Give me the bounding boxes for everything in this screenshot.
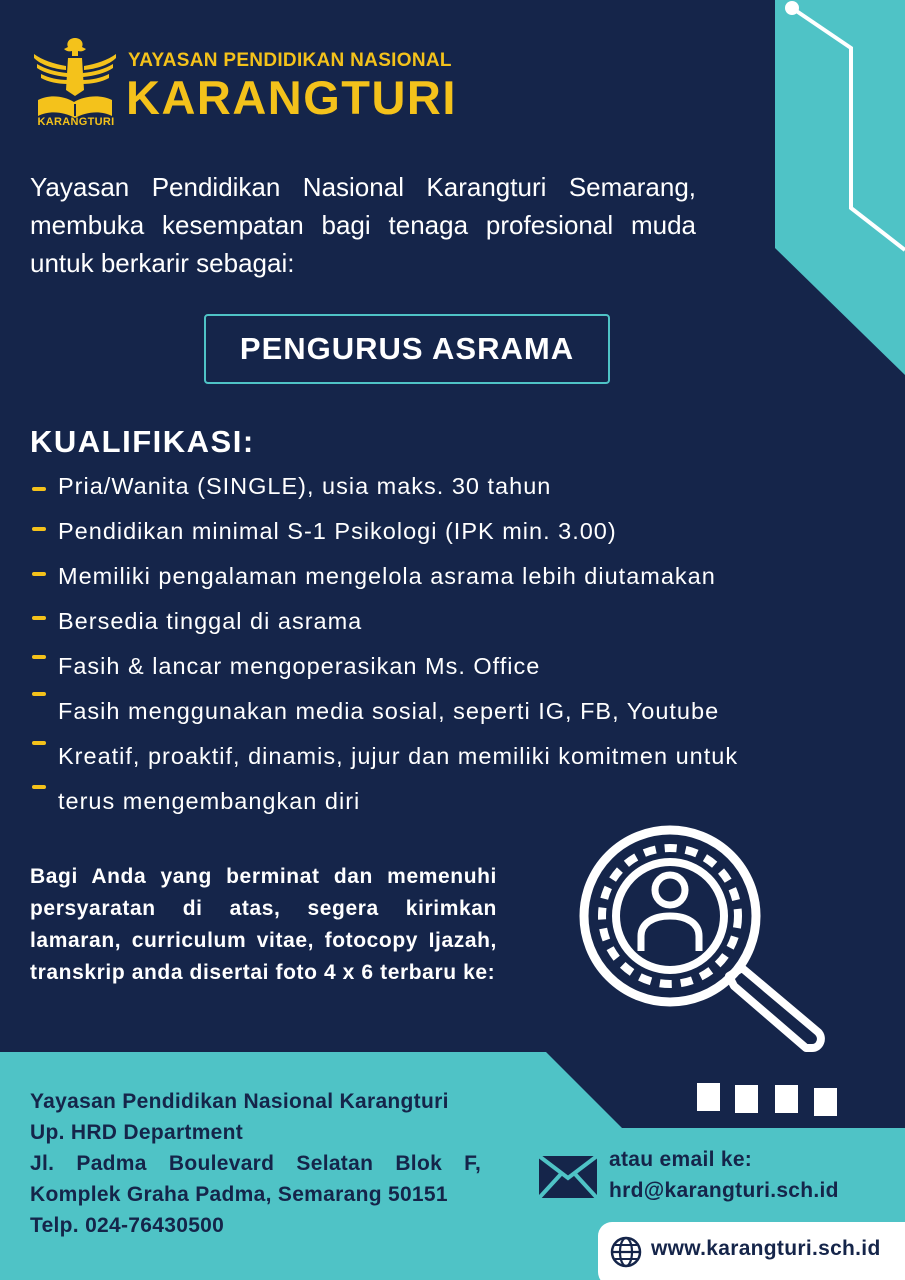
decorative-square — [735, 1085, 758, 1113]
bullet-dash — [32, 655, 46, 659]
qualifications-heading: KUALIFIKASI: — [30, 424, 255, 459]
logo-label: KARANGTURI — [37, 116, 115, 128]
list-item: Memiliki pengalaman mengelola asrama lebih diutamakan — [58, 563, 716, 589]
decorative-square — [697, 1083, 720, 1111]
list-item: terus mengembangkan diri — [58, 788, 361, 814]
decorative-square — [775, 1085, 798, 1113]
list-item: Pria/Wanita (SINGLE), usia maks. 30 tahun — [58, 473, 552, 499]
org-title: KARANGTURI — [126, 71, 457, 124]
envelope-icon — [537, 1154, 599, 1200]
bullet-dash — [32, 785, 46, 789]
globe-icon — [610, 1236, 642, 1268]
application-instructions: Bagi Anda yang berminat dan memenuhi persyaratan di atas, segera kirimkan lamaran, curriculum vitae, fotocopy Ijazah, transkrip anda disertai foto 4 x 6 terbaru ke: — [30, 865, 497, 984]
intro-paragraph: Yayasan Pendidikan Nasional Karangturi Semarang, membuka kesempatan bagi tenaga profesional muda untuk berkarir sebagai: — [30, 172, 696, 278]
bullet-dash — [32, 616, 46, 620]
bullet-dash — [32, 572, 46, 576]
circuit-node-decoration — [785, 1, 799, 15]
address-line: Komplek Graha Padma, Semarang 50151 — [30, 1183, 448, 1206]
decorative-square — [814, 1088, 837, 1116]
list-item: Bersedia tinggal di asrama — [58, 608, 363, 634]
decorative-squares — [697, 1083, 842, 1117]
bullet-dash — [32, 692, 46, 696]
address-line-text: Jl. Padma Boulevard Selatan Blok F, — [30, 1152, 482, 1175]
list-item: Pendidikan minimal S-1 Psikologi (IPK min. 3.00) — [58, 518, 617, 544]
list-item: Kreatif, proaktif, dinamis, jujur dan memiliki komitmen untuk — [58, 743, 739, 769]
list-item: Fasih menggunakan media sosial, seperti IG, FB, Youtube — [58, 698, 720, 724]
email-label: atau email ke: — [609, 1148, 753, 1171]
website-link[interactable]: www.karangturi.sch.id — [651, 1237, 881, 1260]
address-line: Up. HRD Department — [30, 1121, 244, 1144]
search-person-icon — [574, 818, 830, 1058]
org-subtitle: YAYASAN PENDIDIKAN NASIONAL — [128, 50, 452, 71]
top-right-teal-shape — [775, 0, 905, 375]
address-line — [30, 1148, 497, 1179]
bullet-dash — [32, 741, 46, 745]
email-address[interactable]: hrd@karangturi.sch.id — [609, 1179, 839, 1202]
bullet-dash — [32, 527, 46, 531]
phone-number: Telp. 024-76430500 — [30, 1214, 225, 1237]
mailing-address — [30, 1086, 497, 1241]
address-line: Yayasan Pendidikan Nasional Karangturi — [30, 1090, 449, 1113]
list-item: Fasih & lancar mengoperasikan Ms. Office — [58, 653, 541, 679]
position-title-box: PENGURUS ASRAMA — [204, 314, 610, 384]
bullet-dash — [32, 487, 46, 491]
